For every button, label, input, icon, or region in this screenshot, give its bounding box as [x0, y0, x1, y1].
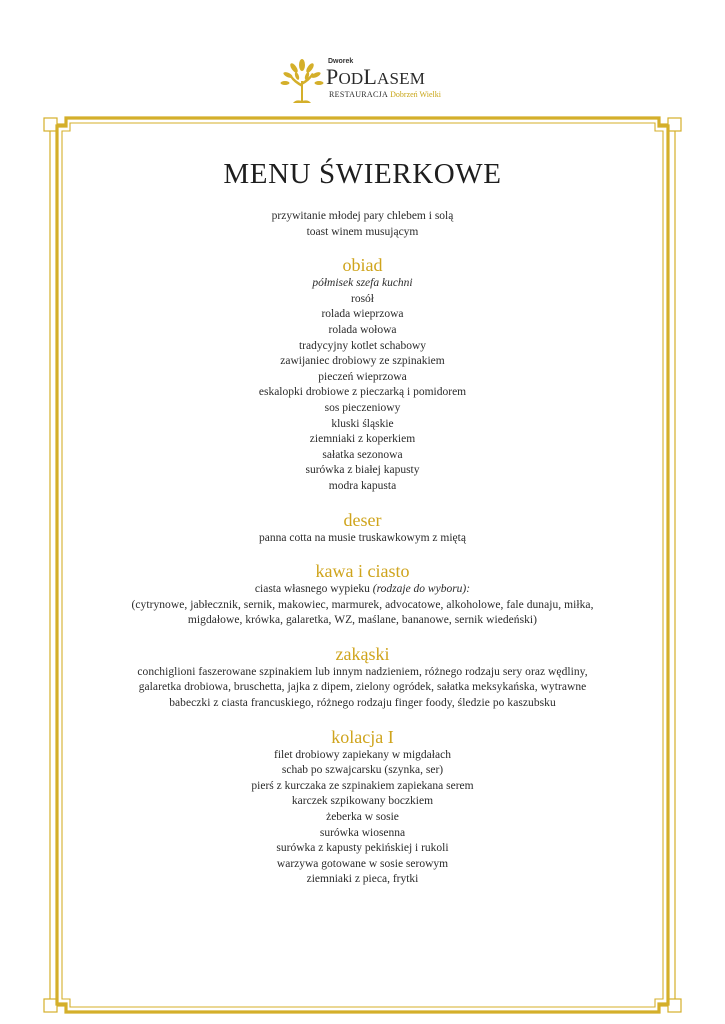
section-obiad — [78, 254, 647, 494]
list-item: migdałowe, krówka, galaretka, WZ, maślane, bananowe, sernik wiedeński) — [187, 614, 538, 627]
section-heading: kolacja I — [331, 726, 394, 747]
list-item: surówka z kapusty pekińskiej i rukoli — [276, 842, 449, 855]
list-item: eskalopki drobiowe z pieczarką i pomidorem — [258, 386, 467, 399]
logo-sub-location: Dobrzeń Wielki — [390, 90, 441, 99]
list-item: rosół — [351, 292, 374, 305]
intro-line: przywitanie młodej pary chlebem i solą — [271, 210, 454, 222]
section-deser — [78, 509, 647, 547]
list-item: tradycyjny kotlet schabowy — [298, 339, 427, 352]
list-item: panna cotta na musie truskawkowym z miętą — [259, 531, 466, 544]
list-item: kluski śląskie — [331, 417, 394, 430]
logo-letter: L — [363, 64, 378, 89]
lead-italic-text: (rodzaje do wyboru): — [372, 583, 471, 596]
list-item: warzywa gotowane w sosie serowym — [276, 857, 449, 870]
list-item: rolada wieprzowa — [321, 308, 404, 321]
list-item: surówka z białej kapusty — [305, 464, 420, 477]
section-zakaski — [78, 643, 647, 712]
section-kawa-i-ciasto — [78, 560, 647, 629]
section-heading: kawa i ciasto — [315, 561, 410, 582]
section-heading: obiad — [342, 255, 383, 276]
list-item: żeberka w sosie — [326, 811, 399, 824]
list-item: schab po szwajcarsku (szynka, ser) — [281, 764, 444, 777]
logo-letters: ASEM — [377, 69, 426, 88]
section-lead — [78, 582, 647, 598]
tree-icon — [280, 57, 324, 103]
list-item: (cytrynowe, jabłecznik, sernik, makowiec, marmurek, advocatowe, alkoholowe, fale dunaju, miłka, — [131, 598, 594, 611]
list-item: galaretka drobiowa, bruschetta, jajka z dipem, zielony ogródek, sałatka meksykańska, wytrawne — [138, 681, 587, 694]
logo-letters: OD — [338, 69, 364, 88]
list-item: sałatka sezonowa — [322, 448, 403, 461]
section-subtitle: półmisek szefa kuchni — [312, 277, 413, 290]
list-item: conchiglioni faszerowane szpinakiem lub innym nadzieniem, różnego rodzaju sery oraz wędliny, — [137, 665, 588, 678]
lead-text: ciasta własnego wypieku — [254, 583, 373, 596]
list-item: ziemniaki z koperkiem — [309, 433, 416, 446]
logo-prefix: Dworek — [328, 58, 354, 65]
list-item: pieczeń wieprzowa — [318, 370, 407, 383]
list-item: babeczki z ciasta francuskiego, różnego rodzaju finger foody, śledzie po kaszubsku — [169, 697, 556, 710]
list-item: pierś z kurczaka ze szpinakiem zapiekana serem — [251, 779, 474, 792]
restaurant-logo — [280, 55, 455, 107]
list-item: karczek szpikowany boczkiem — [291, 795, 434, 808]
list-item: zawijaniec drobiowy ze szpinakiem — [280, 355, 445, 368]
intro-line: toast winem musującym — [306, 225, 419, 238]
section-heading: zakąski — [335, 643, 390, 664]
logo-letter: P — [326, 64, 339, 89]
list-item: filet drobiowy zapiekany w migdałach — [274, 748, 451, 761]
menu-content — [78, 150, 647, 888]
list-item: surówka wiosenna — [319, 826, 406, 839]
list-item: modra kapusta — [328, 479, 397, 492]
list-item: ziemniaki z pieca, frytki — [306, 873, 419, 886]
list-item: rolada wołowa — [328, 323, 397, 336]
intro — [78, 209, 647, 240]
logo-name — [326, 64, 425, 90]
logo-subtitle — [329, 90, 441, 99]
menu-title: MENU ŚWIERKOWE — [223, 158, 502, 190]
logo-sub-label: RESTAURACJA — [329, 90, 389, 99]
section-heading: deser — [343, 509, 382, 530]
list-item: sos pieczeniowy — [324, 401, 401, 414]
section-kolacja-1 — [78, 726, 647, 888]
